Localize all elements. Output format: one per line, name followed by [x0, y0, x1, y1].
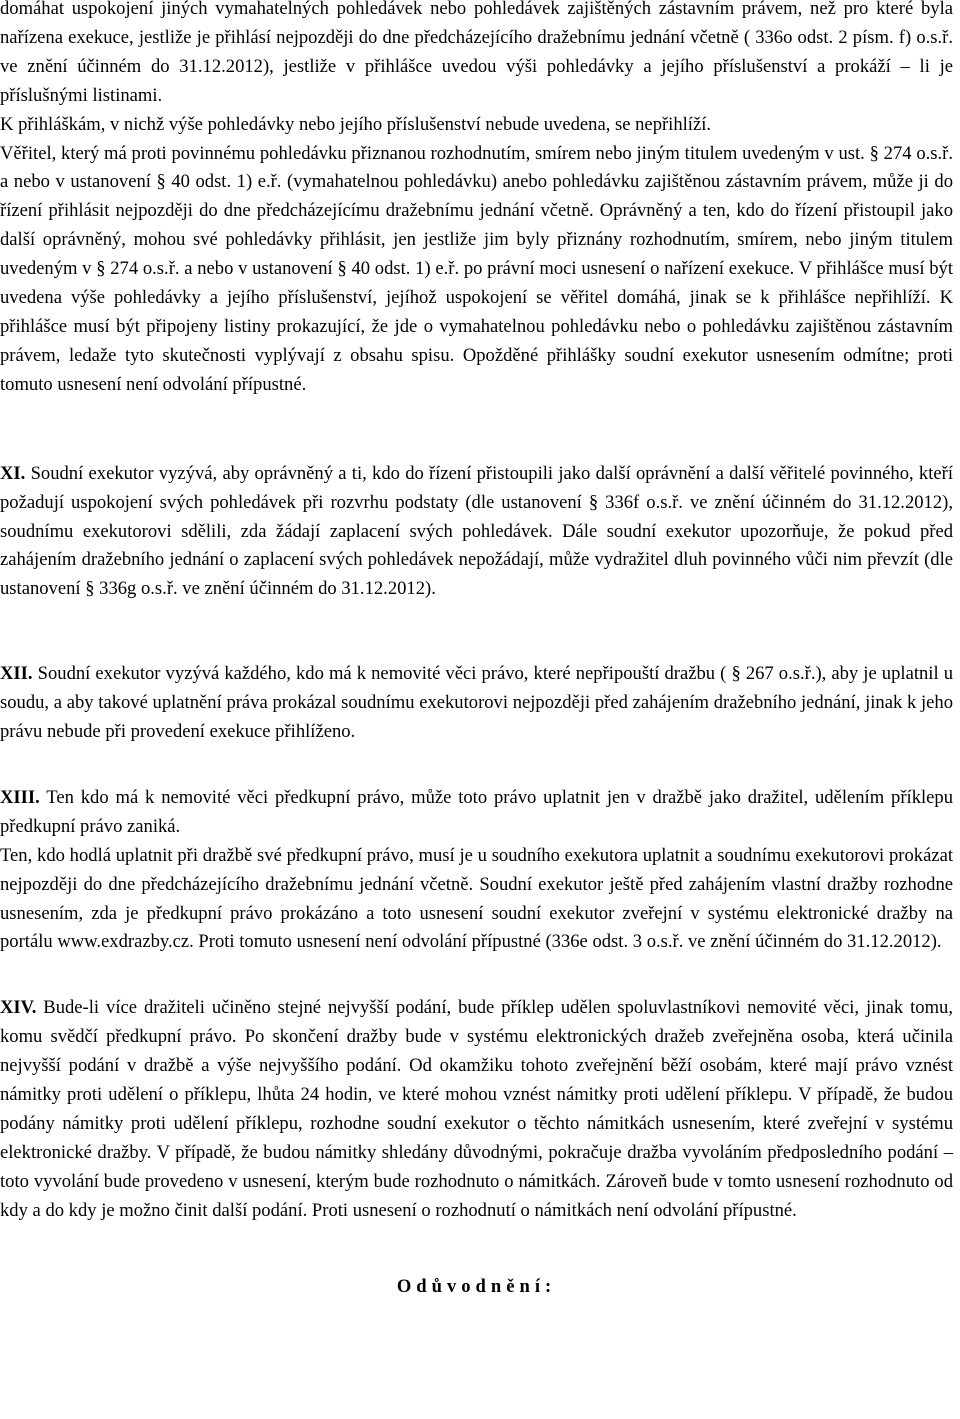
section-xiii-text: Ten kdo má k nemovité věci předkupní právo, může toto právo uplatnit jen v dražbě jako dražitel, udělením příklepu předkupní právo zaniká.: [0, 786, 953, 837]
section-xiv-number: XIV.: [0, 997, 37, 1019]
spacer: [0, 1226, 953, 1273]
section-xi: [0, 460, 953, 605]
spacer: [0, 957, 953, 994]
section-xiii-text2: Ten, kdo hodlá uplatnit při dražbě své předkupní právo, musí je u soudního exekutora uplatnit a soudnímu exekutorovi prokázat nejpozději do dne předcházejícího dražebnímu jednání včetně. Soudní exekutor ještě před zahájením vlastní dražby rozhodne usnesením, zda je předkupní právo prokázáno a toto usnesení soudní exekutor zveřejní v systému elektronické dražby na portálu www.exdrazby.cz. Proti tomuto usnesení není odvolání přípustné (336e odst. 3 o.s.ř. ve znění účinném do 31.12.2012).: [0, 844, 953, 953]
section-xi-text: Soudní exekutor vyzývá, aby oprávněný a ti, kdo do řízení přistoupili jako další oprávnění a další věřitelé povinného, kteří požadují uspokojení svých pohledávek při rozvrhu podstaty (dle ustanovení § 336f o.s.ř. ve znění účinném do 31.12.2012), soudnímu exekutorovi sdělili, zda žádají zaplacení svých pohledávek. Dále soudní exekutor upozorňuje, že pokud před zahájením dražebního jednání o zaplacení svých pohledávek nepožádají, může vydražitel dluh povinného vůči nim převzít (dle ustanovení § 336g o.s.ř. ve znění účinném do 31.12.2012).: [0, 462, 953, 600]
paragraph-creditor-claims: Věřitel, který má proti povinnému pohledávku přiznanou rozhodnutím, smírem nebo jiným titulem uvedeným v ust. § 274 o.s.ř. a nebo v ustanovení § 40 odst. 1) e.ř. (vymahatelnou pohledávku) anebo pohledávku zajištěnou zástavním právem, může ji do řízení přihlásit nejpozději do dne předcházejícímu dražebnímu jednání včetně. Oprávněný a ten, kdo do řízení přistoupil jako další oprávněný, mohou své pohledávky přihlásit, jen jestliže jim byly přiznány rozhodnutím, smírem, nebo jiným titulem uvedeným v § 274 o.s.ř. a nebo v ustanovení § 40 odst. 1) e.ř. po právní moci usnesení o nařízení exekuce. V přihlášce musí být uvedena výše pohledávky a jejího příslušenství, jejíhož uspokojení se věřitel domáhá, jinak se k přihlášce nepřihlíží. K přihlášce musí být připojeny listiny prokazující, že jde o vymahatelnou pohledávku nebo o pohledávku zajištěnou zástavním právem, ledaže tyto skutečnosti vyplývají z obsahu spisu. Opožděné přihlášky soudní exekutor usnesením odmítne; proti tomuto usnesení není odvolání přípustné.: [0, 142, 953, 395]
section-xiv: [0, 994, 953, 1225]
section-xiii-number: XIII.: [0, 786, 40, 808]
spacer: [0, 747, 953, 784]
paragraph-claims-registration: domáhat uspokojení jiných vymahatelných pohledávek nebo pohledávek zajištěných zástavním právem, než pro které byla nařízena exekuce, jestliže je přihlásí nejpozději do dne předcházejícího dražebnímu jednání včetně ( 336o odst. 2 písm. f) o.s.ř. ve znění účinném do 31.12.2012), jestliže v přihlášce uvedou výši pohledávky a jejího příslušenství a prokáží – li je příslušnými listinami.: [0, 0, 953, 106]
section-xii-number: XII.: [0, 663, 33, 685]
section-xii-text: Soudní exekutor vyzývá každého, kdo má k nemovité věci právo, které nepřipouští dražbu ( § 267 o.s.ř.), aby je uplatnil u soudu, a aby takové uplatnění práva prokázal soudnímu exekutorovi nejpozději před zahájením dražebního jednání, jinak k jeho právu nebude při provedení exekuce přihlíženo.: [0, 663, 953, 743]
section-xiv-text: Bude-li více dražiteli učiněno stejné nejvyšší podání, bude příklep udělen spoluvlastníkovi nemovité věci, jinak tomu, komu svědčí předkupní právo. Po skončení dražby bude v systému elektronických dražeb zveřejněna osoba, která učinila nejvyšší podání v dražbě a výše nejvyššího podání. Od okamžiku tohoto zveřejnění běží osobám, které mají právo vznést námitky proti udělení o příklepu, lhůta 24 hodin, ve které mohou vznést námitky proti udělení příklepu. V případě, že budou podány námitky proti udělení příklepu, rozhodne soudní exekutor o těchto námitkách usnesením, které zveřejní v systému elektronické dražby. V případě, že budou námitky shledány důvodnými, pokračuje dražba vyvoláním předposledního podání – toto vyvolání bude provedeno v usnesení, kterým bude rozhodnuto o námitkách. Zároveň bude v tomto usnesení rozhodnuto od kdy a do kdy je možno činit další podání. Proti usnesení o rozhodnutí o námitkách není odvolání přípustné.: [0, 997, 953, 1221]
spacer: [0, 400, 953, 460]
paragraph-claims-disregarded: K přihláškám, v nichž výše pohledávky nebo jejího příslušenství nebude uvedena, se nepřihlíží.: [0, 113, 712, 135]
section-xii: [0, 660, 953, 747]
spacer: [0, 604, 953, 660]
reasoning-heading: Odůvodnění:: [396, 1275, 557, 1297]
section-xiii: [0, 784, 953, 842]
section-xi-number: XI.: [0, 462, 26, 484]
